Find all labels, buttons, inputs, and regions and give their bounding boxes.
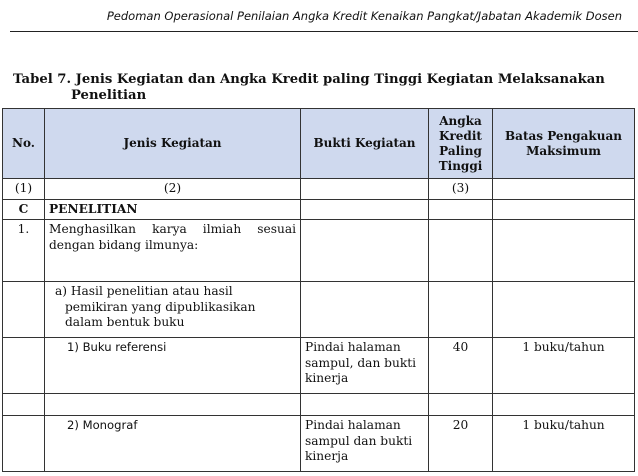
empty-cell: [429, 220, 493, 282]
table-row: [3, 338, 635, 394]
colnum-angka: (3): [429, 179, 493, 200]
activity-text-line1: Menghasilkan karya ilmiah sesuai: [49, 222, 296, 236]
col-header-no: No.: [3, 109, 45, 179]
empty-cell: [3, 282, 45, 338]
activity-text: a) Hasil penelitian atau hasil pemikiran yang dipublikasikan dalam bentuk buku: [55, 284, 256, 329]
empty-cell: [493, 199, 635, 220]
activity-cell: 1) Buku referensi: [45, 338, 301, 394]
empty-cell: [3, 416, 45, 472]
credit-cell: 20: [429, 416, 493, 472]
col-header-angka: Angka Kredit Paling Tinggi: [429, 109, 493, 179]
section-name: PENELITIAN: [45, 199, 301, 220]
table-row: [3, 282, 635, 338]
colnum-jenis: (2): [45, 179, 301, 200]
col-header-batas: Batas Pengakuan Maksimum: [493, 109, 635, 179]
empty-cell: [301, 199, 429, 220]
empty-cell: [493, 220, 635, 282]
table-row: [3, 220, 635, 282]
empty-cell: [3, 338, 45, 394]
section-code: C: [3, 199, 45, 220]
limit-cell: 1 buku/tahun: [493, 416, 635, 472]
empty-cell: [493, 282, 635, 338]
table-title-line2: Penelitian: [71, 88, 147, 103]
column-number-row: [3, 179, 635, 200]
header-divider: [10, 31, 638, 32]
col-header-bukti: Bukti Kegiatan: [301, 109, 429, 179]
limit-cell: 1 buku/tahun: [493, 338, 635, 394]
section-row: [3, 199, 635, 220]
empty-cell: [301, 220, 429, 282]
empty-cell: [3, 394, 45, 416]
activity-cell: 2) Monograf: [45, 416, 301, 472]
empty-cell: [429, 199, 493, 220]
colnum-no: (1): [3, 179, 45, 200]
activity-table: [2, 108, 635, 472]
empty-cell: [301, 282, 429, 338]
empty-cell: [429, 394, 493, 416]
activity-text-line2: dengan bidang ilmunya:: [49, 237, 199, 252]
table-row: [3, 416, 635, 472]
col-header-jenis: Jenis Kegiatan: [45, 109, 301, 179]
evidence-cell: Pindai halaman sampul, dan bukti kinerja: [301, 338, 429, 394]
activity-cell: [45, 220, 301, 282]
empty-cell: [493, 394, 635, 416]
table-title: [13, 72, 613, 104]
empty-cell: [45, 394, 301, 416]
empty-cell: [429, 282, 493, 338]
running-header: Pedoman Operasional Penilaian Angka Kredit Kenaikan Pangkat/Jabatan Akademik Dosen: [106, 9, 622, 23]
table-header-row: [3, 109, 635, 179]
table-row: [3, 394, 635, 416]
colnum-bukti: [301, 179, 429, 200]
activity-cell: [45, 282, 301, 338]
credit-cell: 40: [429, 338, 493, 394]
evidence-cell: Pindai halaman sampul dan bukti kinerja: [301, 416, 429, 472]
colnum-batas: [493, 179, 635, 200]
empty-cell: [301, 394, 429, 416]
row-number: 1.: [3, 220, 45, 282]
table-title-line1: Tabel 7. Jenis Kegiatan dan Angka Kredit paling Tinggi Kegiatan Melaksanakan: [13, 72, 605, 87]
